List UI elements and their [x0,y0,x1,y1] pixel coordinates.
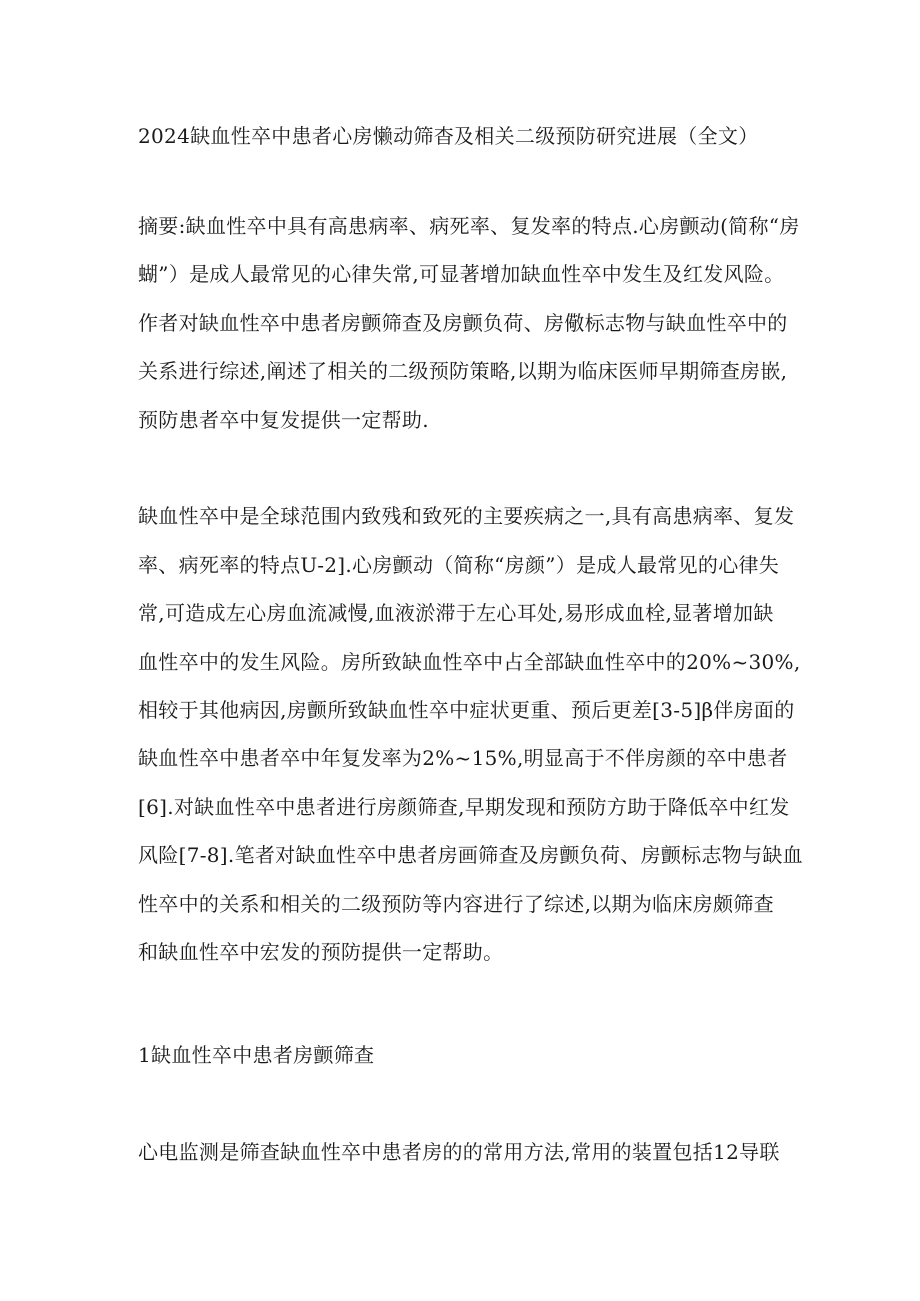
abstract-line: 关系进行综述,阐述了相关的二级预防策略,以期为临床医师早期筛查房嵌, [138,359,788,383]
section-line: 心电监测是筛查缺血性卒中患者房的的常用方法,常用的装置包括12导联 [138,1140,780,1164]
intro-line: 率、病死率的特点U-2].心房颤动（简称“房颜”）是成人最常见的心律失 [138,553,780,577]
intro-line: 缺血性卒中是全球范围内致残和致死的主要疾病之一,具有高患病率、复发 [138,504,795,528]
abstract-line: 蝴”）是成人最常见的心律失常,可显著增加缺血性卒中发生及红发风险。 [138,262,785,286]
document-title: 2024缺血性卒中患者心房懒动筛杳及相关二级预防研究进展（全文） [138,124,759,148]
intro-line: 血性卒中的发生风险。房所致缺血性卒中占全部缺血性卒中的20%~30%, [138,650,801,674]
intro-line: [6].对缺血性卒中患者进行房颜筛查,早期发现和预防方助于降低卒中红发 [138,795,790,819]
intro-line: 缺血性卒中患者卒中年复发率为2%~15%,明显高于不伴房颜的卒中患者 [138,746,788,770]
section-heading: 1缺血性卒中患者房颤筛查 [138,1043,375,1067]
abstract-line: 预防患者卒中复发提供一定帮助. [138,408,429,432]
abstract-line: 摘要:缺血性卒中具有高患病率、病死率、复发率的特点.心房颤动(简称“房 [138,214,800,238]
intro-line: 性卒中的关系和相关的二级预防等内容进行了综述,以期为临床房颇筛查 [138,892,774,916]
intro-line: 风险[7-8].笔者对缺血性卒中患者房画筛查及房颤负荷、房颤标志物与缺血 [138,843,803,867]
intro-line: 常,可造成左心房血流减慢,血液淤滞于左心耳处,易形成血栓,显著增加缺 [138,601,774,625]
intro-line: 相较于其他病因,房颤所致缺血性卒中症状更重、预后更差[3-5]β伴房面的 [138,698,795,722]
abstract-line: 作者对缺血性卒中患者房颤筛查及房颤负荷、房儆标志物与缺血性卒中的 [138,311,788,335]
intro-line: 和缺血性卒中宏发的预防提供一定帮助。 [138,940,504,964]
